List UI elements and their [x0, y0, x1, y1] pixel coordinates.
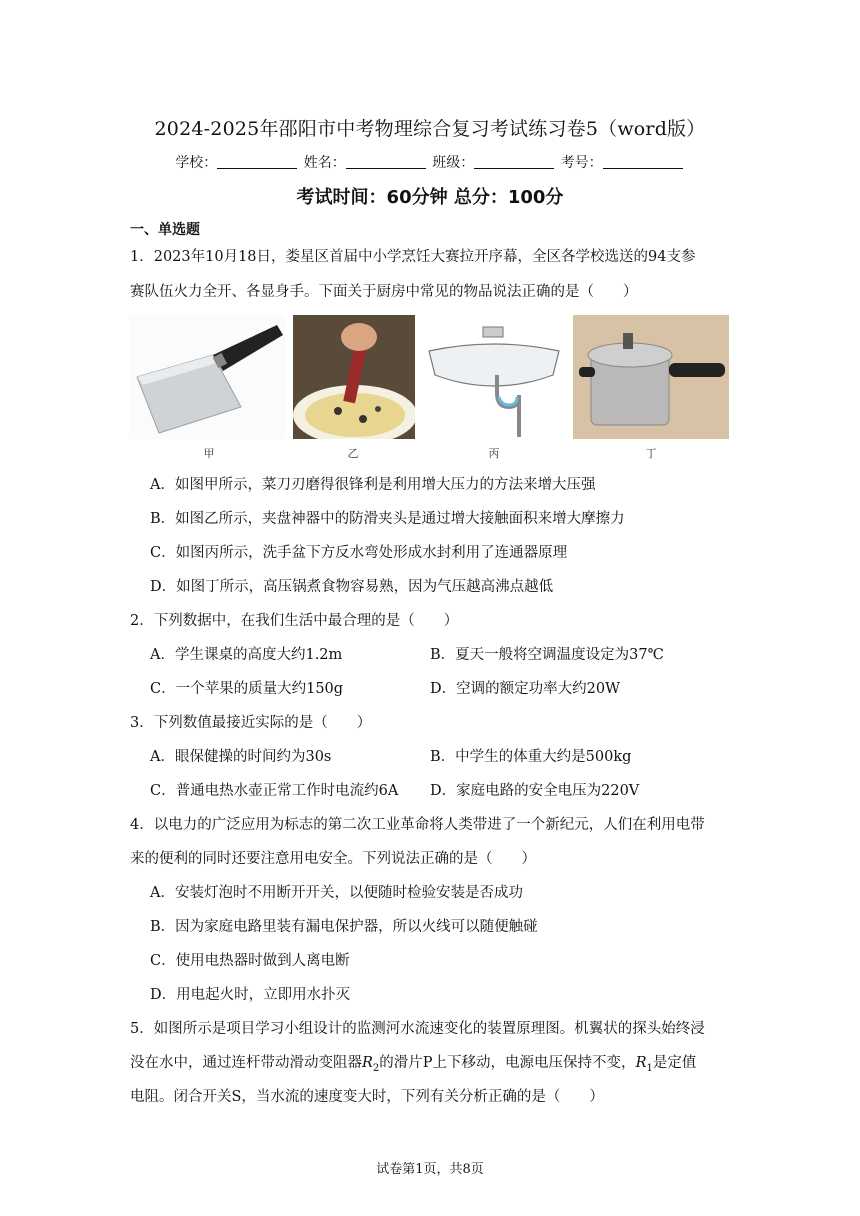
q1-option-a: A．如图甲所示，菜刀刃磨得很锋利是利用增大压力的方法来增大压强: [150, 477, 596, 493]
fig-label-ding: 丁: [645, 447, 657, 460]
r2-symbol: R: [362, 1055, 373, 1071]
q1-stem-line2: 赛队伍火力全开、各显身手。下面关于厨房中常见的物品说法正确的是（ ）: [130, 284, 638, 300]
exam-time: 考试时间：60分钟 总分：100分: [296, 187, 564, 208]
cleaver-figure: [129, 315, 285, 439]
fig-label-yi: 乙: [347, 447, 359, 460]
q4-option-a: A．安装灯泡时不用断开开关，以便随时检验安装是否成功: [150, 885, 523, 901]
pressure-cooker-figure: [573, 315, 729, 439]
q5-text-2b: 的滑片P上下移动，电源电压保持不变，: [379, 1055, 636, 1071]
q3-stem: 3．下列数值最接近实际的是（ ）: [130, 715, 372, 731]
plate-clamp-figure: [293, 315, 415, 439]
q3-option-d: D．家庭电路的安全电压为220V: [430, 783, 640, 799]
name-label: 姓名：: [303, 155, 346, 171]
q4-stem-line2: 来的便利的同时还要注意用电安全。下列说法正确的是（ ）: [130, 851, 536, 867]
number-blank[interactable]: [603, 154, 683, 169]
q2-option-d: D．空调的额定功率大约20W: [430, 681, 620, 697]
class-blank[interactable]: [474, 154, 554, 169]
sink-figure: [421, 315, 567, 439]
class-label: 班级：: [432, 155, 475, 171]
q5-text-2c: 是定值: [652, 1055, 697, 1071]
q4-option-b: B．因为家庭电路里装有漏电保护器，所以火线可以随便触碰: [150, 919, 538, 935]
q1-option-b: B．如图乙所示，夹盘神器中的防滑夹头是通过增大接触面积来增大摩擦力: [150, 511, 625, 527]
q2-option-b: B．夏天一般将空调温度设定为37℃: [430, 647, 664, 663]
q5-text-2a: 没在水中，通过连杆带动滑动变阻器: [130, 1055, 362, 1071]
fig-label-bing: 丙: [488, 447, 500, 460]
page-footer: 试卷第1页，共8页: [376, 1162, 484, 1177]
r1-subscript: 1: [646, 1062, 653, 1074]
q5-stem-line1: 5．如图所示是项目学习小组设计的监测河水流速变化的装置原理图。机翼状的探头始终浸: [130, 1021, 705, 1037]
q4-option-d: D．用电起火时，立即用水扑灭: [150, 987, 351, 1003]
r2-subscript: 2: [372, 1062, 380, 1074]
name-blank[interactable]: [346, 154, 426, 169]
q1-stem-line1: 1．2023年10月18日，娄星区首届中小学烹饪大赛拉开序幕，全区各学校选送的94支参: [130, 249, 696, 265]
student-info-line: [0, 152, 860, 172]
q4-stem-line1: 4．以电力的广泛应用为标志的第二次工业革命将人类带进了一个新纪元，人们在利用电带: [130, 817, 705, 833]
section-title: 一、单选题: [130, 222, 200, 238]
q3-option-b: B．中学生的体重大约是500kg: [430, 749, 632, 765]
q5-stem-line3: 电阻。闭合开关S，当水流的速度变大时，下列有关分析正确的是（ ）: [130, 1089, 604, 1105]
school-label: 学校：: [175, 155, 218, 171]
q2-stem: 2．下列数据中，在我们生活中最合理的是（ ）: [130, 613, 459, 629]
q5-stem-line2: [130, 1051, 696, 1074]
q1-figures: [129, 315, 729, 460]
q1-option-c: C．如图丙所示，洗手盆下方反水弯处形成水封利用了连通器原理: [150, 545, 568, 561]
q1-option-d: D．如图丁所示，高压锅煮食物容易熟，因为气压越高沸点越低: [150, 579, 554, 595]
r1-symbol: R: [635, 1055, 647, 1071]
school-blank[interactable]: [217, 154, 297, 169]
q3-option-c: C．普通电热水壶正常工作时电流约6A: [150, 783, 399, 799]
page-title: 2024-2025年邵阳市中考物理综合复习考试练习卷5（word版）: [154, 118, 706, 140]
q2-option-a: A．学生课桌的高度大约1.2m: [150, 647, 343, 663]
q4-option-c: C．使用电热器时做到人离电断: [150, 953, 350, 969]
number-label: 考号：: [560, 155, 603, 171]
q2-option-c: C．一个苹果的质量大约150g: [150, 681, 344, 697]
fig-label-jia: 甲: [203, 447, 215, 460]
q3-option-a: A．眼保健操的时间约为30s: [150, 749, 332, 765]
